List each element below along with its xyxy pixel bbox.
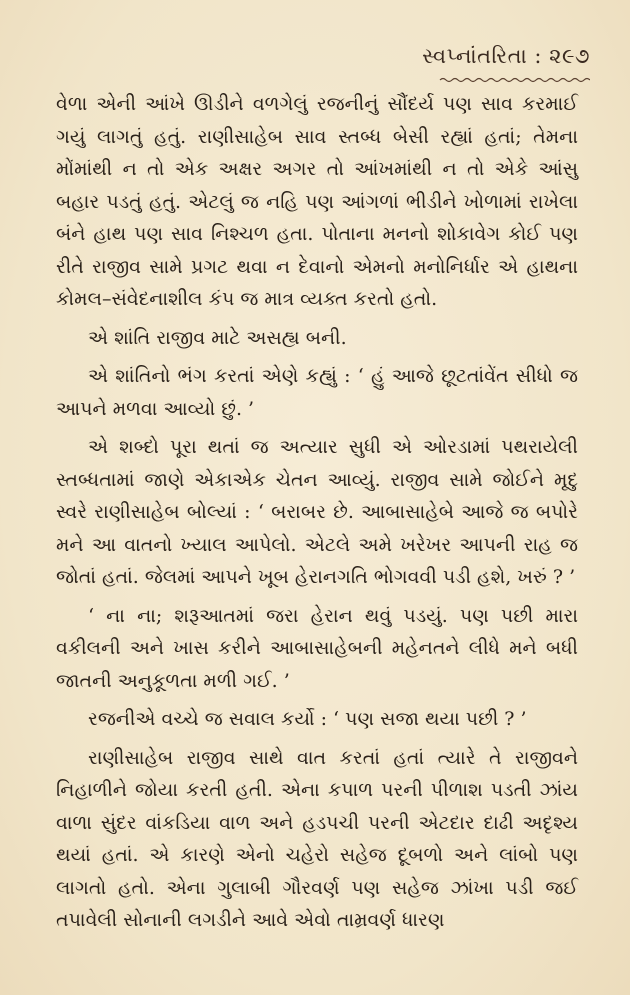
paragraph-7: રાણીસાહેબ રાજીવ સાથે વાત કરતાં હતાં ત્યારે તે રાજીવને નિહાળીને જોયા કરતી હતી. એના કપાળ પરની પીળાશ પડતી ઝાંય વાળા સુંદર વાંકડિયા વાળ અને હડપચી પરની એટદાર દાઢી અદૃશ્ય થયાં હતાં. એ કારણે એનો ચહેરો સહેજ દૂબળો અને લાંબો પણ લાગતો હતો. એના ગુલાબી ગૌરવર્ણ પણ સહેજ ઝાંખા પડી જઈ તપાવેલી સોનાની લગડીને આવે એવો તામ્રવર્ણ ધારણ [56,746,578,931]
paragraph-2: એ શાંતિ રાજીવ માટે અસહ્ય બની. [88,326,347,349]
paragraph-5: ‘ ના ના; શરૂઆતમાં જરા હેરાન થવું પડયું. પણ પછી મારા વકીલની અને ખાસ કરીને આબાસાહેબની મહેનતને લીધે મને બધી જાતની અનુકૂળતા મળી ગઈ. ’ [56,604,578,692]
body-text [56,88,578,943]
header-wavy-rule [330,76,590,84]
paragraph-4: એ શબ્દો પૂરા થતાં જ અત્યાર સુધી એ ઓરડામાં પથરાયેલી સ્તબ્ધતામાં જાણે એકાએક ચેતન આવ્યું. રાજીવ સામે જોઈને મૃદુ સ્વરે રાણીસાહેબ બોલ્યાં : ‘ બરાબર છે. આબાસાહેબે આજે જ બપોરે મને આ વાતનો ખ્યાલ આપેલો. એટલે અમે ખરેખર આપની રાહ જ જોતાં હતાં. જેલમાં આપને ખૂબ હેરાનગતિ ભોગવવી પડી હશે, ખરું ? ’ [56,436,578,588]
paragraph-3: એ શાંતિનો ભંગ કરતાં એણે કહ્યું : ‘ હું આજે છૂટતાંવેંત સીધો જ આપને મળવા આવ્યો છું. ’ [56,365,578,420]
paragraph-6: રજનીએ વચ્ચે જ સવાલ કર્યો : ‘ પણ સજા થયા પછી ? ’ [88,708,527,730]
page-header [330,44,590,88]
paragraph-1: વેળા એની આંખે ઊડીને વળગેલું રજનીનું સૌંદર્ય પણ સાવ કરમાઈ ગયું લાગતું હતું. રાણીસાહેબ સાવ સ્તબ્ધ બેસી રહ્યાં હતાં; તેમના મોંમાંથી ન તો એક અક્ષર અગર તો આંખમાંથી ન તો એકે આંસુ બહાર પડતું હતું. એટલું જ નહિ પણ આંગળાં ભીડીને ખોળામાં રાખેલા બંને હાથ પણ સાવ નિશ્ચળ હતા. પોતાના મનનો શોકાવેગ કોઈ પણ રીતે રાજીવ સામે પ્રગટ થવા ન દેવાનો એમનો મનોનિર્ધાર એ હાથના કોમલ–સંવેદનાશીલ કંપ જ માત્ર વ્યક્ત કરતો હતો. [56,93,578,310]
running-head: સ્વપ્નાંતરિતા : ૨૯૭ [422,44,590,68]
